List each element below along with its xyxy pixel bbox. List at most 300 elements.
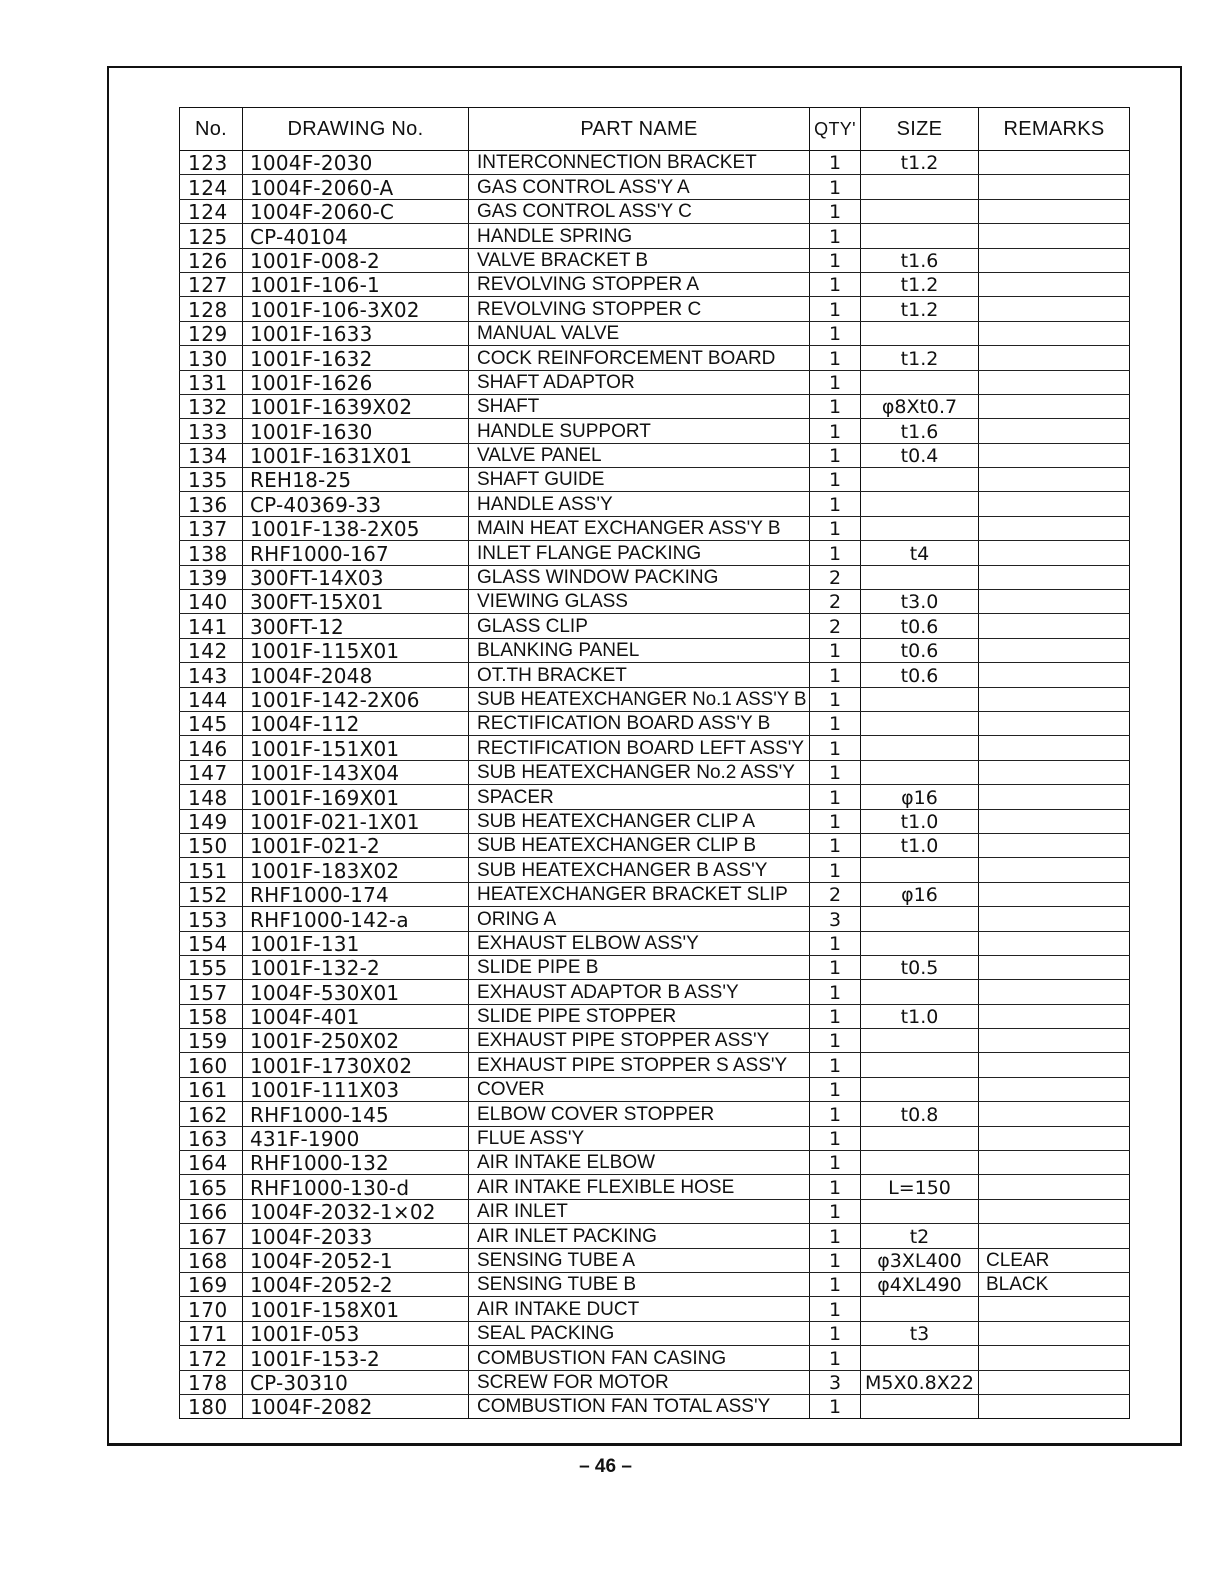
remarks-cell xyxy=(979,468,1130,492)
remarks-cell xyxy=(979,541,1130,565)
part-number-cell: 170 xyxy=(180,1297,243,1321)
part-name-text: EXHAUST ELBOW ASS'Y xyxy=(477,932,699,954)
table-row xyxy=(180,1394,1130,1418)
size-cell: L=150 xyxy=(861,1175,979,1199)
table-row xyxy=(180,931,1130,955)
table-row xyxy=(180,638,1130,662)
quantity-cell: 1 xyxy=(810,224,861,248)
part-name-cell xyxy=(469,1077,810,1101)
part-name-cell xyxy=(469,1272,810,1296)
part-name-text: SCREW FOR MOTOR xyxy=(477,1371,669,1393)
table-row xyxy=(180,151,1130,175)
quantity-cell: 1 xyxy=(810,1394,861,1418)
part-name-text: MANUAL VALVE xyxy=(477,323,620,345)
remarks-cell xyxy=(979,663,1130,687)
table-row xyxy=(180,1004,1130,1028)
part-name-text: AIR INLET xyxy=(477,1201,568,1223)
part-name-cell xyxy=(469,248,810,272)
part-number-cell: 147 xyxy=(180,760,243,784)
quantity-cell: 1 xyxy=(810,1004,861,1028)
table-row xyxy=(180,541,1130,565)
table-row xyxy=(180,907,1130,931)
size-cell: t3.0 xyxy=(861,590,979,614)
size-cell: t1.0 xyxy=(861,833,979,857)
drawing-number-cell: 300FT-12 xyxy=(243,614,469,638)
part-number-cell: 128 xyxy=(180,297,243,321)
part-number-cell: 131 xyxy=(180,370,243,394)
table-row xyxy=(180,1272,1130,1296)
size-cell xyxy=(861,516,979,540)
drawing-number-cell: 1001F-021-2 xyxy=(243,833,469,857)
part-name-cell xyxy=(469,858,810,882)
remarks-cell xyxy=(979,443,1130,467)
remarks-cell xyxy=(979,1297,1130,1321)
quantity-cell: 1 xyxy=(810,492,861,516)
part-name-text: COMBUSTION FAN TOTAL ASS'Y xyxy=(477,1396,771,1418)
size-cell xyxy=(861,321,979,345)
part-name-text: RECTIFICATION BOARD LEFT ASS'Y xyxy=(477,737,805,759)
part-number-cell: 130 xyxy=(180,346,243,370)
quantity-cell: 2 xyxy=(810,590,861,614)
part-name-text: REVOLVING STOPPER A xyxy=(477,274,700,296)
part-name-cell xyxy=(469,955,810,979)
part-name-cell xyxy=(469,1199,810,1223)
quantity-cell: 1 xyxy=(810,1053,861,1077)
size-cell xyxy=(861,370,979,394)
table-row xyxy=(180,955,1130,979)
part-name-text: SUB HEATEXCHANGER No.2 ASS'Y xyxy=(477,762,795,784)
part-name-text: SLIDE PIPE B xyxy=(477,957,599,979)
drawing-number-cell: 1001F-131 xyxy=(243,931,469,955)
part-name-cell xyxy=(469,297,810,321)
quantity-cell: 1 xyxy=(810,443,861,467)
part-name-text: GAS CONTROL ASS'Y A xyxy=(477,176,690,198)
remarks-cell xyxy=(979,175,1130,199)
quantity-cell: 1 xyxy=(810,1346,861,1370)
part-name-text: HANDLE ASS'Y xyxy=(477,493,613,515)
part-name-cell xyxy=(469,1346,810,1370)
part-name-text: HANDLE SUPPORT xyxy=(477,420,651,442)
remarks-cell xyxy=(979,931,1130,955)
table-row xyxy=(180,785,1130,809)
quantity-cell: 1 xyxy=(810,1272,861,1296)
part-name-cell xyxy=(469,1175,810,1199)
part-number-cell: 157 xyxy=(180,980,243,1004)
quantity-cell: 1 xyxy=(810,297,861,321)
header-qty: QTY' xyxy=(810,108,861,151)
quantity-cell: 1 xyxy=(810,394,861,418)
remarks-cell xyxy=(979,785,1130,809)
size-cell: t1.2 xyxy=(861,151,979,175)
table-row xyxy=(180,1175,1130,1199)
remarks-cell xyxy=(979,809,1130,833)
quantity-cell: 1 xyxy=(810,468,861,492)
drawing-number-cell: 1001F-1633 xyxy=(243,321,469,345)
size-cell: t2 xyxy=(861,1224,979,1248)
part-number-cell: 154 xyxy=(180,931,243,955)
part-number-cell: 145 xyxy=(180,711,243,735)
quantity-cell: 1 xyxy=(810,1199,861,1223)
table-row xyxy=(180,321,1130,345)
drawing-number-cell: 1004F-2052-2 xyxy=(243,1272,469,1296)
remarks-cell xyxy=(979,224,1130,248)
quantity-cell: 1 xyxy=(810,175,861,199)
size-cell xyxy=(861,1077,979,1101)
drawing-number-cell: 1001F-008-2 xyxy=(243,248,469,272)
drawing-number-cell: 1004F-2060-C xyxy=(243,199,469,223)
part-number-cell: 140 xyxy=(180,590,243,614)
drawing-number-cell: RHF1000-132 xyxy=(243,1151,469,1175)
page-number: – 46 – xyxy=(579,1456,632,1477)
drawing-number-cell: 1004F-2033 xyxy=(243,1224,469,1248)
quantity-cell: 2 xyxy=(810,565,861,589)
part-name-cell xyxy=(469,541,810,565)
drawing-number-cell: 1001F-132-2 xyxy=(243,955,469,979)
part-number-cell: 125 xyxy=(180,224,243,248)
part-name-text: SHAFT GUIDE xyxy=(477,469,605,491)
quantity-cell: 1 xyxy=(810,760,861,784)
part-name-text: AIR INTAKE DUCT xyxy=(477,1298,640,1320)
part-name-cell xyxy=(469,224,810,248)
quantity-cell: 1 xyxy=(810,199,861,223)
remarks-cell xyxy=(979,394,1130,418)
remarks-cell xyxy=(979,711,1130,735)
part-name-text: AIR INLET PACKING xyxy=(477,1225,657,1247)
size-cell xyxy=(861,468,979,492)
table-header-row xyxy=(180,108,1130,151)
drawing-number-cell: CP-40104 xyxy=(243,224,469,248)
drawing-number-cell: RHF1000-130-d xyxy=(243,1175,469,1199)
remarks-cell xyxy=(979,1321,1130,1345)
drawing-number-cell: 1004F-2032-1×02 xyxy=(243,1199,469,1223)
remarks-cell xyxy=(979,1199,1130,1223)
part-number-cell: 144 xyxy=(180,687,243,711)
size-cell: t1.2 xyxy=(861,272,979,296)
size-cell xyxy=(861,1297,979,1321)
part-name-text: GLASS WINDOW PACKING xyxy=(477,567,719,589)
part-name-text: AIR INTAKE ELBOW xyxy=(477,1152,656,1174)
part-number-cell: 139 xyxy=(180,565,243,589)
size-cell xyxy=(861,492,979,516)
quantity-cell: 1 xyxy=(810,151,861,175)
table-row xyxy=(180,760,1130,784)
quantity-cell: 1 xyxy=(810,1126,861,1150)
part-name-text: EXHAUST PIPE STOPPER S ASS'Y xyxy=(477,1054,788,1076)
quantity-cell: 1 xyxy=(810,785,861,809)
table-row xyxy=(180,370,1130,394)
part-number-cell: 127 xyxy=(180,272,243,296)
part-name-text: OT.TH BRACKET xyxy=(477,664,627,686)
drawing-number-cell: 1001F-1632 xyxy=(243,346,469,370)
drawing-number-cell: 1001F-1630 xyxy=(243,419,469,443)
part-number-cell: 151 xyxy=(180,858,243,882)
part-number-cell: 141 xyxy=(180,614,243,638)
part-number-cell: 164 xyxy=(180,1151,243,1175)
size-cell: t0.4 xyxy=(861,443,979,467)
part-name-text: INTERCONNECTION BRACKET xyxy=(477,152,757,174)
remarks-cell xyxy=(979,687,1130,711)
size-cell xyxy=(861,1029,979,1053)
table-row xyxy=(180,1297,1130,1321)
quantity-cell: 1 xyxy=(810,1224,861,1248)
table-row xyxy=(180,833,1130,857)
drawing-number-cell: 1001F-106-1 xyxy=(243,272,469,296)
remarks-cell xyxy=(979,980,1130,1004)
size-cell: M5X0.8X22 xyxy=(861,1370,979,1394)
table-row xyxy=(180,882,1130,906)
part-name-cell xyxy=(469,370,810,394)
quantity-cell: 1 xyxy=(810,638,861,662)
part-name-text: COVER xyxy=(477,1079,545,1101)
table-row xyxy=(180,443,1130,467)
size-cell: t1.2 xyxy=(861,346,979,370)
part-number-cell: 124 xyxy=(180,175,243,199)
table-row xyxy=(180,1102,1130,1126)
drawing-number-cell: 1004F-530X01 xyxy=(243,980,469,1004)
part-name-cell xyxy=(469,468,810,492)
size-cell: t1.2 xyxy=(861,297,979,321)
part-number-cell: 163 xyxy=(180,1126,243,1150)
part-name-cell xyxy=(469,882,810,906)
quantity-cell: 1 xyxy=(810,1077,861,1101)
remarks-cell xyxy=(979,590,1130,614)
remarks-cell xyxy=(979,272,1130,296)
size-cell xyxy=(861,858,979,882)
quantity-cell: 1 xyxy=(810,1297,861,1321)
header-part-name: PART NAME xyxy=(469,108,810,151)
table-row xyxy=(180,224,1130,248)
drawing-number-cell: 1004F-2060-A xyxy=(243,175,469,199)
size-cell xyxy=(861,980,979,1004)
drawing-number-cell: 1001F-138-2X05 xyxy=(243,516,469,540)
part-name-text: MAIN HEAT EXCHANGER ASS'Y B xyxy=(477,518,781,540)
part-name-cell xyxy=(469,931,810,955)
part-name-text: RECTIFICATION BOARD ASS'Y B xyxy=(477,713,771,735)
header-drawing-no: DRAWING No. xyxy=(243,108,469,151)
part-name-text: SLIDE PIPE STOPPER xyxy=(477,1006,677,1028)
remarks-cell xyxy=(979,907,1130,931)
part-name-cell xyxy=(469,1370,810,1394)
part-name-text: EXHAUST PIPE STOPPER ASS'Y xyxy=(477,1030,770,1052)
drawing-number-cell: 1004F-2048 xyxy=(243,663,469,687)
part-number-cell: 148 xyxy=(180,785,243,809)
quantity-cell: 1 xyxy=(810,858,861,882)
size-cell xyxy=(861,565,979,589)
header-no: No. xyxy=(180,108,243,151)
table-row xyxy=(180,1151,1130,1175)
drawing-number-cell: RHF1000-167 xyxy=(243,541,469,565)
part-number-cell: 153 xyxy=(180,907,243,931)
table-row xyxy=(180,419,1130,443)
table-row xyxy=(180,1077,1130,1101)
table-row xyxy=(180,1029,1130,1053)
size-cell: φ4XL490 xyxy=(861,1272,979,1296)
part-number-cell: 143 xyxy=(180,663,243,687)
drawing-number-cell: CP-40369-33 xyxy=(243,492,469,516)
part-name-cell xyxy=(469,809,810,833)
part-name-cell xyxy=(469,907,810,931)
size-cell: φ3XL400 xyxy=(861,1248,979,1272)
part-name-text: SUB HEATEXCHANGER B ASS'Y xyxy=(477,859,768,881)
table-row xyxy=(180,1126,1130,1150)
part-number-cell: 123 xyxy=(180,151,243,175)
part-number-cell: 150 xyxy=(180,833,243,857)
remarks-cell xyxy=(979,565,1130,589)
part-number-cell: 159 xyxy=(180,1029,243,1053)
table-row xyxy=(180,614,1130,638)
drawing-number-cell: 1001F-169X01 xyxy=(243,785,469,809)
quantity-cell: 1 xyxy=(810,663,861,687)
part-number-cell: 129 xyxy=(180,321,243,345)
part-name-cell xyxy=(469,419,810,443)
part-number-cell: 138 xyxy=(180,541,243,565)
part-name-cell xyxy=(469,321,810,345)
part-name-text: SPACER xyxy=(477,786,554,808)
quantity-cell: 1 xyxy=(810,1175,861,1199)
drawing-number-cell: 1004F-2052-1 xyxy=(243,1248,469,1272)
table-row xyxy=(180,468,1130,492)
table-row xyxy=(180,1199,1130,1223)
part-name-cell xyxy=(469,590,810,614)
part-name-cell xyxy=(469,833,810,857)
table-row xyxy=(180,1053,1130,1077)
table-row xyxy=(180,858,1130,882)
quantity-cell: 1 xyxy=(810,516,861,540)
table-row xyxy=(180,687,1130,711)
parts-table-body xyxy=(180,151,1130,1419)
part-name-cell xyxy=(469,1126,810,1150)
drawing-number-cell: 1004F-401 xyxy=(243,1004,469,1028)
part-name-text: BLANKING PANEL xyxy=(477,640,640,662)
drawing-number-cell: 1001F-115X01 xyxy=(243,638,469,662)
remarks-cell xyxy=(979,955,1130,979)
part-number-cell: 161 xyxy=(180,1077,243,1101)
size-cell: t0.5 xyxy=(861,955,979,979)
quantity-cell: 1 xyxy=(810,1151,861,1175)
drawing-number-cell: 1001F-153-2 xyxy=(243,1346,469,1370)
remarks-cell xyxy=(979,614,1130,638)
quantity-cell: 1 xyxy=(810,272,861,296)
size-cell: t3 xyxy=(861,1321,979,1345)
parts-list-table xyxy=(179,107,1130,1419)
remarks-cell xyxy=(979,516,1130,540)
quantity-cell: 1 xyxy=(810,809,861,833)
quantity-cell: 1 xyxy=(810,833,861,857)
size-cell: t0.8 xyxy=(861,1102,979,1126)
part-name-text: ELBOW COVER STOPPER xyxy=(477,1103,715,1125)
size-cell xyxy=(861,1151,979,1175)
size-cell: t0.6 xyxy=(861,638,979,662)
part-name-cell xyxy=(469,1394,810,1418)
size-cell: t1.6 xyxy=(861,419,979,443)
drawing-number-cell: 1001F-1631X01 xyxy=(243,443,469,467)
drawing-number-cell: RHF1000-174 xyxy=(243,882,469,906)
remarks-cell: BLACK xyxy=(979,1272,1130,1296)
quantity-cell: 3 xyxy=(810,1370,861,1394)
quantity-cell: 2 xyxy=(810,882,861,906)
quantity-cell: 1 xyxy=(810,370,861,394)
drawing-number-cell: 1001F-021-1X01 xyxy=(243,809,469,833)
table-row xyxy=(180,1248,1130,1272)
drawing-number-cell: 431F-1900 xyxy=(243,1126,469,1150)
drawing-number-cell: 1004F-112 xyxy=(243,711,469,735)
part-name-cell xyxy=(469,1004,810,1028)
drawing-number-cell: 1001F-151X01 xyxy=(243,736,469,760)
table-row xyxy=(180,297,1130,321)
table-row xyxy=(180,272,1130,296)
part-number-cell: 168 xyxy=(180,1248,243,1272)
remarks-cell xyxy=(979,1224,1130,1248)
remarks-cell xyxy=(979,1370,1130,1394)
part-name-cell xyxy=(469,785,810,809)
part-name-text: REVOLVING STOPPER C xyxy=(477,298,702,320)
part-name-cell xyxy=(469,663,810,687)
part-number-cell: 126 xyxy=(180,248,243,272)
size-cell: φ16 xyxy=(861,785,979,809)
table-row xyxy=(180,1346,1130,1370)
remarks-cell xyxy=(979,248,1130,272)
remarks-cell xyxy=(979,882,1130,906)
part-name-text: GLASS CLIP xyxy=(477,615,588,637)
size-cell xyxy=(861,711,979,735)
table-row xyxy=(180,394,1130,418)
part-number-cell: 160 xyxy=(180,1053,243,1077)
part-name-text: SENSING TUBE A xyxy=(477,1249,636,1271)
remarks-cell xyxy=(979,370,1130,394)
part-name-text: SUB HEATEXCHANGER No.1 ASS'Y B xyxy=(477,688,807,710)
part-name-cell xyxy=(469,1297,810,1321)
remarks-cell xyxy=(979,736,1130,760)
quantity-cell: 1 xyxy=(810,321,861,345)
size-cell xyxy=(861,736,979,760)
remarks-cell xyxy=(979,297,1130,321)
quantity-cell: 1 xyxy=(810,1248,861,1272)
remarks-cell xyxy=(979,346,1130,370)
part-name-text: SEAL PACKING xyxy=(477,1323,615,1345)
size-cell: t0.6 xyxy=(861,663,979,687)
remarks-cell xyxy=(979,760,1130,784)
part-name-cell xyxy=(469,346,810,370)
drawing-number-cell: 1001F-250X02 xyxy=(243,1029,469,1053)
drawing-number-cell: 1001F-143X04 xyxy=(243,760,469,784)
part-number-cell: 169 xyxy=(180,1272,243,1296)
part-name-cell xyxy=(469,736,810,760)
part-name-cell xyxy=(469,516,810,540)
size-cell: t4 xyxy=(861,541,979,565)
drawing-number-cell: 1001F-142-2X06 xyxy=(243,687,469,711)
part-name-text: COMBUSTION FAN CASING xyxy=(477,1347,727,1369)
drawing-number-cell: REH18-25 xyxy=(243,468,469,492)
part-name-cell xyxy=(469,711,810,735)
quantity-cell: 1 xyxy=(810,541,861,565)
quantity-cell: 1 xyxy=(810,931,861,955)
part-name-cell xyxy=(469,638,810,662)
size-cell xyxy=(861,224,979,248)
drawing-number-cell: 1001F-1626 xyxy=(243,370,469,394)
table-row xyxy=(180,980,1130,1004)
drawing-number-cell: 1001F-106-3X02 xyxy=(243,297,469,321)
part-number-cell: 171 xyxy=(180,1321,243,1345)
table-row xyxy=(180,736,1130,760)
size-cell xyxy=(861,175,979,199)
part-number-cell: 124 xyxy=(180,199,243,223)
quantity-cell: 1 xyxy=(810,346,861,370)
quantity-cell: 1 xyxy=(810,248,861,272)
table-row xyxy=(180,1224,1130,1248)
remarks-cell xyxy=(979,1077,1130,1101)
part-name-cell xyxy=(469,760,810,784)
table-row xyxy=(180,516,1130,540)
